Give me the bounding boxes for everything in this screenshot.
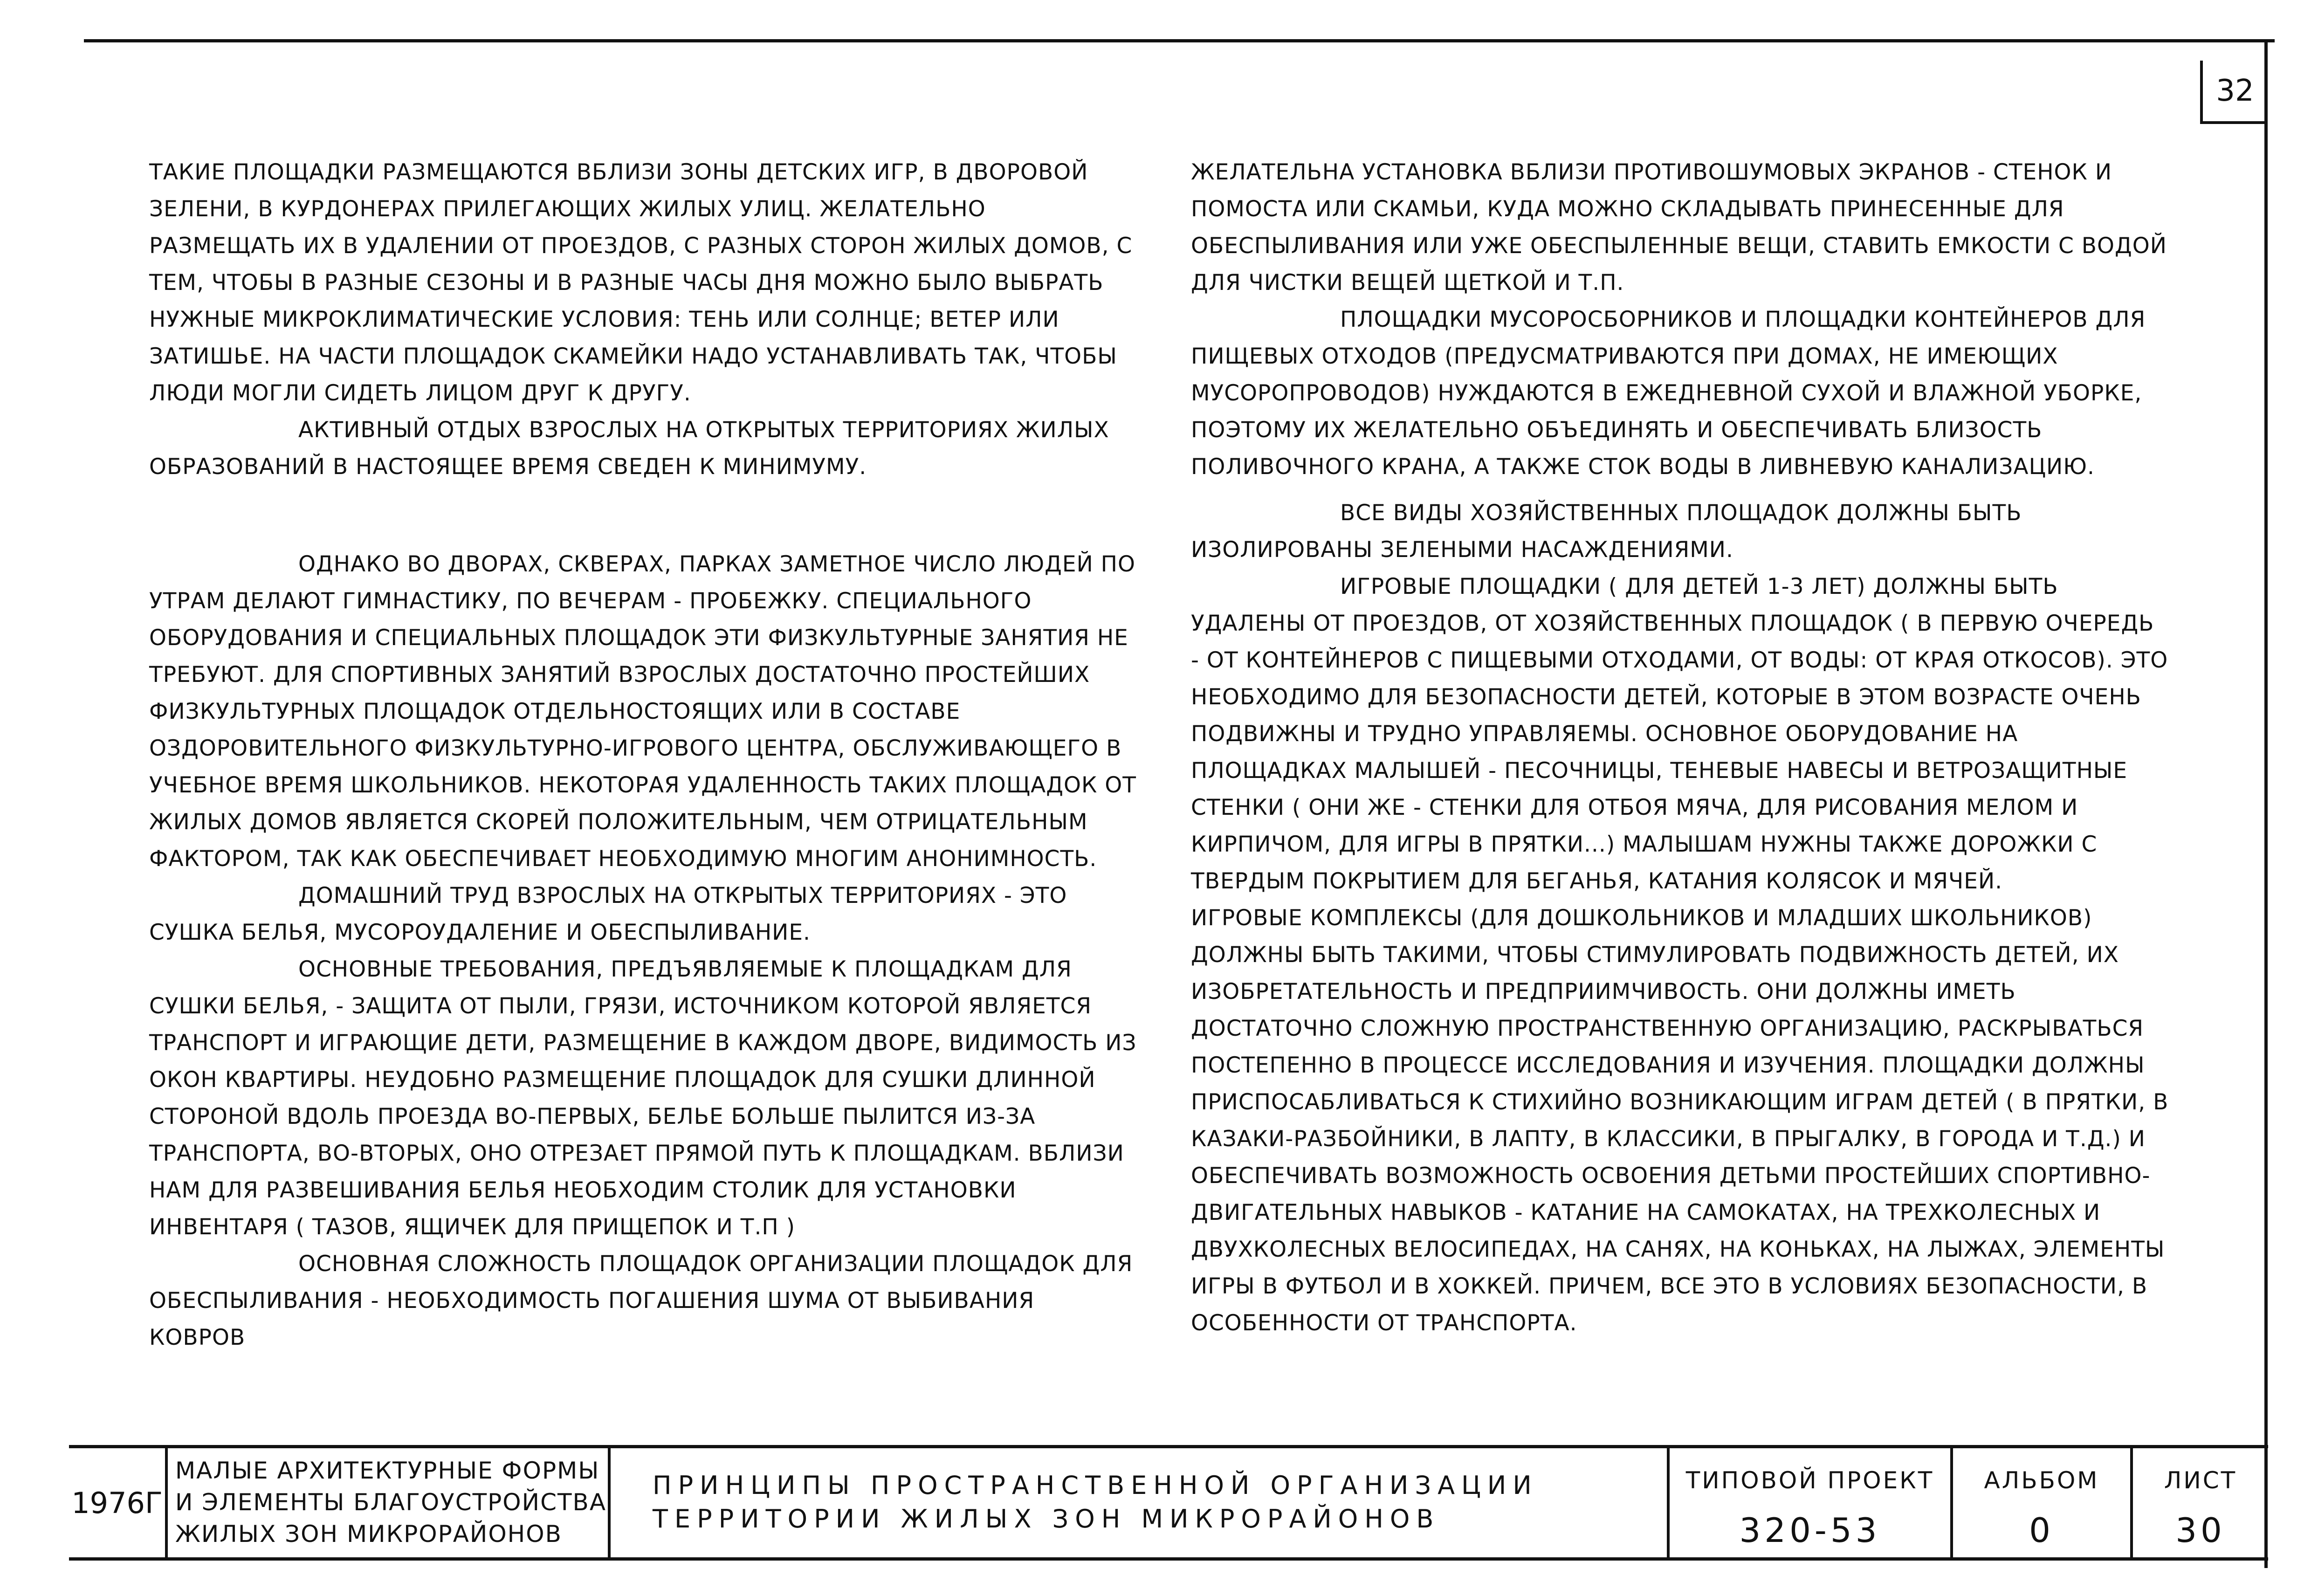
page-number: 32 <box>2200 61 2267 124</box>
left-paragraph-5: ОСНОВНЫЕ ТРЕБОВАНИЯ, ПРЕДЪЯВЛЯЕМЫЕ К ПЛОЩАДКАМ ДЛЯ СУШКИ БЕЛЬЯ, - ЗАЩИТА ОТ ПЫЛИ, ГРЯЗИ, ИСТОЧНИКОМ КОТОРОЙ ЯВЛЯЕТСЯ ТРАНСПОРТ И ИГРАЮЩИЕ ДЕТИ, РАЗМЕЩЕНИЕ В КАЖДОМ ДВОРЕ, ВИДИМОСТЬ ИЗ ОКОН КВАРТИРЫ. НЕУДОБНО РАЗМЕЩЕНИЕ ПЛОЩАДОК ДЛЯ СУШКИ ДЛИННОЙ СТОРОНОЙ ВДОЛЬ ПРОЕЗДА ВО-ПЕРВЫХ, БЕЛЬЕ БОЛЬШЕ ПЫЛИТСЯ ИЗ-ЗА ТРАНСПОРТА, ВО-ВТОРЫХ, ОНО ОТРЕЗАЕТ ПРЯМОЙ ПУТЬ К ПЛОЩАДКАМ. ВБЛИЗИ НАМ ДЛЯ РАЗВЕШИВАНИЯ БЕЛЬЯ НЕОБХОДИМ СТОЛИК ДЛЯ УСТАНОВКИ ИНВЕНТАРЯ ( ТАЗОВ, ЯЩИЧЕК ДЛЯ ПРИЩЕПОК И Т.П ) <box>149 956 1137 1240</box>
title-block-project <box>1670 1448 1953 1557</box>
album-value: 0 <box>2029 1511 2054 1550</box>
left-paragraph-1: ТАКИЕ ПЛОЩАДКИ РАЗМЕЩАЮТСЯ ВБЛИЗИ ЗОНЫ ДЕТСКИХ ИГР, В ДВОРОВОЙ ЗЕЛЕНИ, В КУРДОНЕРАХ ПРИЛЕГАЮЩИХ ЖИЛЫХ УЛИЦ. ЖЕЛАТЕЛЬНО РАЗМЕЩАТЬ ИХ В УДАЛЕНИИ ОТ ПРОЕЗДОВ, С РАЗНЫХ СТОРОН ЖИЛЫХ ДОМОВ, С ТЕМ, ЧТОБЫ В РАЗНЫЕ СЕЗОНЫ И В РАЗНЫЕ ЧАСЫ ДНЯ МОЖНО БЫЛО ВЫБРАТЬ НУЖНЫЕ МИКРОКЛИМАТИЧЕСКИЕ УСЛОВИЯ: ТЕНЬ ИЛИ СОЛНЦЕ; ВЕТЕР ИЛИ ЗАТИШЬЕ. НА ЧАСТИ ПЛОЩАДОК СКАМЕЙКИ НАДО УСТАНАВЛИВАТЬ ТАК, ЧТОБЫ ЛЮДИ МОГЛИ СИДЕТЬ ЛИЦОМ ДРУГ К ДРУГУ. <box>149 159 1133 406</box>
title-block-album <box>1953 1448 2133 1557</box>
right-paragraph-1: ЖЕЛАТЕЛЬНА УСТАНОВКА ВБЛИЗИ ПРОТИВОШУМОВЫХ ЭКРАНОВ - СТЕНОК И ПОМОСТА ИЛИ СКАМЬИ, КУДА МОЖНО СКЛАДЫВАТЬ ПРИНЕСЕННЫЕ ДЛЯ ОБЕСПЫЛИВАНИЯ ИЛИ УЖЕ ОБЕСПЫЛЕННЫЕ ВЕЩИ, СТАВИТЬ ЕМКОСТИ С ВОДОЙ ДЛЯ ЧИСТКИ ВЕЩЕЙ ЩЕТКОЙ И Т.П. <box>1191 159 2167 296</box>
title-block <box>69 1445 2268 1561</box>
title-block-title: ПРИНЦИПЫ ПРОСТРАНСТВЕННОЙ ОРГАНИЗАЦИИ ТЕРРИТОРИИ ЖИЛЫХ ЗОН МИКРОРАЙОНОВ <box>611 1448 1670 1557</box>
top-border-line <box>84 39 2275 42</box>
right-paragraph-3: ВСЕ ВИДЫ ХОЗЯЙСТВЕННЫХ ПЛОЩАДОК ДОЛЖНЫ БЫТЬ ИЗОЛИРОВАНЫ ЗЕЛЕНЫМИ НАСАЖДЕНИЯМИ. <box>1191 500 2022 563</box>
left-text-column <box>149 154 1137 1356</box>
sheet-label: ЛИСТ <box>2164 1467 2237 1494</box>
left-paragraph-3: ОДНАКО ВО ДВОРАХ, СКВЕРАХ, ПАРКАХ ЗАМЕТНОЕ ЧИСЛО ЛЮДЕЙ ПО УТРАМ ДЕЛАЮТ ГИМНАСТИКУ, ПО ВЕЧЕРАМ - ПРОБЕЖКУ. СПЕЦИАЛЬНОГО ОБОРУДОВАНИЯ И СПЕЦИАЛЬНЫХ ПЛОЩАДОК ЭТИ ФИЗКУЛЬТУРНЫЕ ЗАНЯТИЯ НЕ ТРЕБУЮТ. ДЛЯ СПОРТИВНЫХ ЗАНЯТИЙ ВЗРОСЛЫХ ДОСТАТОЧНО ПРОСТЕЙШИХ ФИЗКУЛЬТУРНЫХ ПЛОЩАДОК ОТДЕЛЬНОСТОЯЩИХ ИЛИ В СОСТАВЕ ОЗДОРОВИТЕЛЬНОГО ФИЗКУЛЬТУРНО-ИГРОВОГО ЦЕНТРА, ОБСЛУЖИВАЮЩЕГО В УЧЕБНОЕ ВРЕМЯ ШКОЛЬНИКОВ. НЕКОТОРАЯ УДАЛЕННОСТЬ ТАКИХ ПЛОЩАДОК ОТ ЖИЛЫХ ДОМОВ ЯВЛЯЕТСЯ СКОРЕЙ ПОЛОЖИТЕЛЬНЫМ, ЧЕМ ОТРИЦАТЕЛЬНЫМ ФАКТОРОМ, ТАК КАК ОБЕСПЕЧИВАЕТ НЕОБХОДИМУЮ МНОГИМ АНОНИМНОСТЬ. <box>149 551 1137 872</box>
left-paragraph-6: ОСНОВНАЯ СЛОЖНОСТЬ ПЛОЩАДОК ОРГАНИЗАЦИИ ПЛОЩАДОК ДЛЯ ОБЕСПЫЛИВАНИЯ - НЕОБХОДИМОСТЬ ПОГАШЕНИЯ ШУМА ОТ ВЫБИВАНИЯ КОВРОВ <box>149 1251 1133 1350</box>
title-block-sheet <box>2133 1448 2268 1557</box>
right-paragraph-2: ПЛОЩАДКИ МУСОРОСБОРНИКОВ И ПЛОЩАДКИ КОНТЕЙНЕРОВ ДЛЯ ПИЩЕВЫХ ОТХОДОВ (ПРЕДУСМАТРИВАЮТСЯ ПРИ ДОМАХ, НЕ ИМЕЮЩИХ МУСОРОПРОВОДОВ) НУЖДАЮТСЯ В ЕЖЕДНЕВНОЙ СУХОЙ И ВЛАЖНОЙ УБОРКЕ, ПОЭТОМУ ИХ ЖЕЛАТЕЛЬНО ОБЪЕДИНЯТЬ И ОБЕСПЕЧИВАТЬ БЛИЗОСТЬ ПОЛИВОЧНОГО КРАНА, А ТАКЖЕ СТОК ВОДЫ В ЛИВНЕВУЮ КАНАЛИЗАЦИЮ. <box>1191 307 2146 480</box>
sheet-value: 30 <box>2175 1511 2226 1550</box>
right-border-line <box>2264 39 2268 1568</box>
left-paragraph-4: ДОМАШНИЙ ТРУД ВЗРОСЛЫХ НА ОТКРЫТЫХ ТЕРРИТОРИЯХ - ЭТО СУШКА БЕЛЬЯ, МУСОРОУДАЛЕНИЕ И ОБЕСПЫЛИВАНИЕ. <box>149 883 1067 945</box>
project-value: 320-53 <box>1739 1511 1881 1550</box>
right-paragraph-5: ИГРОВЫЕ КОМПЛЕКСЫ (ДЛЯ ДОШКОЛЬНИКОВ И МЛАДШИХ ШКОЛЬНИКОВ) ДОЛЖНЫ БЫТЬ ТАКИМИ, ЧТОБЫ СТИМУЛИРОВАТЬ ПОДВИЖНОСТЬ ДЕТЕЙ, ИХ ИЗОБРЕТАТЕЛЬНОСТЬ И ПРЕДПРИИМЧИВОСТЬ. ОНИ ДОЛЖНЫ ИМЕТЬ ДОСТАТОЧНО СЛОЖНУЮ ПРОСТРАНСТВЕННУЮ ОРГАНИЗАЦИЮ, РАСКРЫВАТЬСЯ ПОСТЕПЕННО В ПРОЦЕССЕ ИССЛЕДОВАНИЯ И ИЗУЧЕНИЯ. ПЛОЩАДКИ ДОЛЖНЫ ПРИСПОСАБЛИВАТЬСЯ К СТИХИЙНО ВОЗНИКАЮЩИМ ИГРАМ ДЕТЕЙ ( В ПРЯТКИ, В КАЗАКИ-РАЗБОЙНИКИ, В ЛАПТУ, В КЛАССИКИ, В ПРЫГАЛКУ, В ГОРОДА И Т.Д.) И ОБЕСПЕЧИВАТЬ ВОЗМОЖНОСТЬ ОСВОЕНИЯ ДЕТЬМИ ПРОСТЕЙШИХ СПОРТИВНО-ДВИГАТЕЛЬНЫХ НАВЫКОВ - КАТАНИЕ НА САМОКАТАХ, НА ТРЕХКОЛЕСНЫХ И ДВУХКОЛЕСНЫХ ВЕЛОСИПЕДАХ, НА САНЯХ, НА КОНЬКАХ, НА ЛЫЖАХ, ЭЛЕМЕНТЫ ИГРЫ В ФУТБОЛ И В ХОККЕЙ. ПРИЧЕМ, ВСЕ ЭТО В УСЛОВИЯХ БЕЗОПАСНОСТИ, В ОСОБЕННОСТИ ОТ ТРАНСПОРТА. <box>1191 905 2169 1336</box>
album-label: АЛЬБОМ <box>1984 1467 2099 1494</box>
project-label: ТИПОВОЙ ПРОЕКТ <box>1685 1467 1934 1494</box>
right-text-column <box>1191 154 2170 1341</box>
right-paragraph-4: ИГРОВЫЕ ПЛОЩАДКИ ( ДЛЯ ДЕТЕЙ 1-3 ЛЕТ) ДОЛЖНЫ БЫТЬ УДАЛЕНЫ ОТ ПРОЕЗДОВ, ОТ ХОЗЯЙСТВЕННЫХ ПЛОЩАДОК ( В ПЕРВУЮ ОЧЕРЕДЬ - ОТ КОНТЕЙНЕРОВ С ПИЩЕВЫМИ ОТХОДАМИ, ОТ ВОДЫ: ОТ КРАЯ ОТКОСОВ). ЭТО НЕОБХОДИМО ДЛЯ БЕЗОПАСНОСТИ ДЕТЕЙ, КОТОРЫЕ В ЭТОМ ВОЗРАСТЕ ОЧЕНЬ ПОДВИЖНЫ И ТРУДНО УПРАВЛЯЕМЫ. ОСНОВНОЕ ОБОРУДОВАНИЕ НА ПЛОЩАДКАХ МАЛЫШЕЙ - ПЕСОЧНИЦЫ, ТЕНЕВЫЕ НАВЕСЫ И ВЕТРОЗАЩИТНЫЕ СТЕНКИ ( ОНИ ЖЕ - СТЕНКИ ДЛЯ ОТБОЯ МЯЧА, ДЛЯ РИСОВАНИЯ МЕЛОМ И КИРПИЧОМ, ДЛЯ ИГРЫ В ПРЯТКИ...) МАЛЫШАМ НУЖНЫ ТАКЖЕ ДОРОЖКИ С ТВЕРДЫМ ПОКРЫТИЕМ ДЛЯ БЕГАНЬЯ, КАТАНИЯ КОЛЯСОК И МЯЧЕЙ. <box>1191 574 2168 894</box>
left-paragraph-2: АКТИВНЫЙ ОТДЫХ ВЗРОСЛЫХ НА ОТКРЫТЫХ ТЕРРИТОРИЯХ ЖИЛЫХ ОБРАЗОВАНИЙ В НАСТОЯЩЕЕ ВРЕМЯ СВЕДЕН К МИНИМУМУ. <box>149 417 1109 480</box>
title-block-series: МАЛЫЕ АРХИТЕКТУРНЫЕ ФОРМЫ И ЭЛЕМЕНТЫ БЛАГОУСТРОЙСТВА ЖИЛЫХ ЗОН МИКРОРАЙОНОВ <box>168 1448 611 1557</box>
title-block-year: 1976Г <box>69 1448 168 1557</box>
